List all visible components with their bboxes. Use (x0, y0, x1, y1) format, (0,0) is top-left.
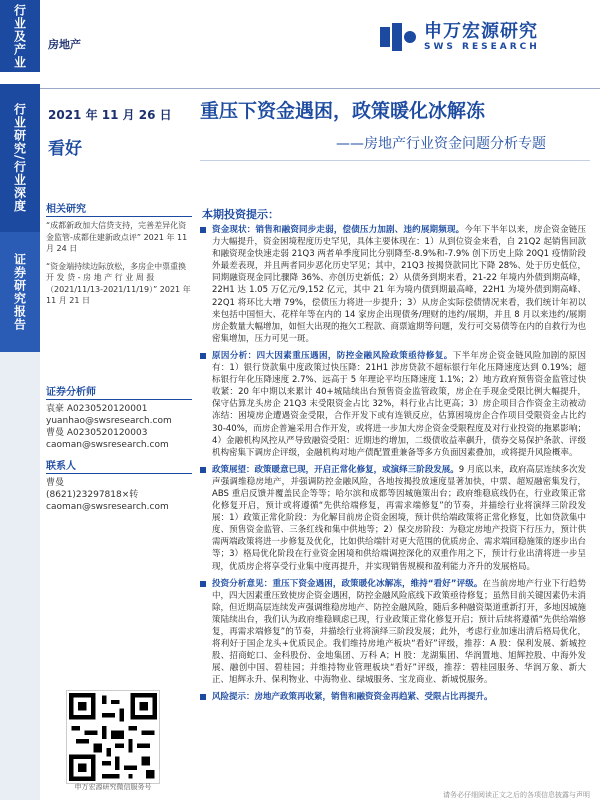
analysts-heading: 证券分析师 (46, 383, 192, 400)
industry-category: 房地产 (48, 38, 81, 51)
report-date: 2021 年 11 月 26 日 (48, 108, 172, 122)
summary-heading: 本期投资提示： (202, 208, 279, 221)
contact-email[interactable]: caoman@swsresearch.com (46, 501, 169, 512)
contact-phone: (8621)23297818×转 (46, 489, 139, 500)
logo-mark-icon (380, 23, 418, 51)
sidebar-research-report: 证券研究报告 (0, 232, 40, 352)
bullet-square-icon (200, 581, 206, 587)
contact-name: 曹曼 (46, 477, 65, 488)
analyst-line: 袁豪 A0230520120001 (46, 403, 148, 414)
analyst-line: 曹曼 A0230520120003 (46, 427, 148, 438)
bullet-text: 9 月底以来，政府高层连续多次发声强调维稳房地产，并强调防控金融风险，各地按揭投放速度显著加快，中票、超短融密集发行，ABS 重启反馈并覆盖民企等等；哈尔滨和成都等因城施策出台；政府维稳底线仍在，行业政策正常化修复开启，预计或将遵循“先供给端修复，再需求端修复”的节奏，并描绘行业将演绎三阶段发展：1）政策正常化阶段：为化解目前房企资金困境，预计供给端政策将正常化修复，比如贷款集中度、预售资金监管、三条红线和集中供地等；2）保交房阶段：为稳定房地产投资下行压力，预计供需两端政策将进一步修复及优化，比如供给端针对更大范围的优质房企、需求端回稳施策的逐步出台等；3）格局优化阶段在行业资金困境和供给端调控深化的双重作用之下，预计行业出清将进一步呈现，优质房企将享受行业集中度再提升，并实现销售规模和盈利能力齐升的发展格局。 (212, 464, 587, 572)
summary-bullet (200, 224, 586, 345)
summary-bullet (200, 691, 586, 703)
bullet-text: 下半年房企资金链风险加剧的原因有：1）银行贷款集中度政策过快压降：21H1 涉房贷款不超标银行年化压降速度达到 0.19%；超标银行年化压降速度 2.7%、远高于 5 年理论平均压降速度 1.1%；2）地方政府预售资金监管过快收紧：20 年中期以来累计 40+城陆续出台预售资金监管政策，房企在手现金受限比例大幅提升，保守估算龙头房企 21Q3 末受限资金占比 32%，料行业占比更高；3）房企项目合作资金主动被动冻结：困境房企遭遇资金受限，合作开发下或有连锁反应，估算困境房企合作项目受限资金占比约 30-40%，而房企普遍采用合作开发，或将进一步加大房企资金受限程度及对行业投资的拖累影响；4）金融机构风控从严导致融资受阻：近期违约增加，二级债收益率飙升，债券交易保护条款、评级机构密集下调房企评级，金融机构对地产债配置重兼备等多方负面因素叠加，或将提升风险概率。 (212, 350, 586, 458)
bullet-text: 今年下半年以来，房企资金链压力大幅提升，资金困境程度历史罕见，具体主要体现在：1）从到位资金来看，自 21Q2 起销售回款和融资现金快速走弱 21Q3 两者单季度同比分别降至-8.9%和-7.9% 创下历史上除 20Q1 疫情阶段外最差表现，并且两者同步恶化历史罕见；其中，21Q3 按揭贷款同比下降 28%、处于历史低位，同期融资现金同比骤降 36%、亦创历史新低；2）从债务到期来看，21-22 年境内外债到期高峰，22H1 达 1.05 万亿元/9,152 亿元，其中 21 年为境内债到期最高峰，22H1 为境外债到期高峰、22Q1 将环比大增 79%，偿债压力将进一步提升；3）从房企实际偿债情况来看，我们统计年初以来包括中国恒大、花样年等在内的 14 家房企出现债务/理财的违约/展期，并且 8 月以来违约/展期房企数量大幅增加，如恒大出现的拖欠工程款、商票逾期等问题，发行可交易债等在内的自救行为也密集增加，压力可见一斑。 (212, 225, 587, 344)
sidebar-report-type: 行业研究/行业深度 (0, 84, 40, 232)
bullet-square-icon (200, 467, 206, 473)
related-research-item[interactable]: “资金端持续边际放松，多房企中票重换 开 发 贷 - 房 地 产 行 业 周 报 （2021/11/13-2021/11/19）” 2021 年 11 月 21 日 (46, 261, 191, 305)
contact-heading: 联系人 (46, 457, 192, 474)
bullet-lead: 风险提示：房地产政策再收紧，销售和融资资金再趋紧、受限占比再提升。 (212, 692, 493, 703)
sidebar (0, 0, 40, 800)
footer-disclaimer: 请务必仔细阅读正文之后的各项信息披露与声明 (443, 791, 590, 799)
related-research-item[interactable]: “成都新政加大信贷支持，完善差异化资金监管-成都住建新政点评” 2021 年 11 月 24 日 (46, 221, 188, 253)
summary-bullet (200, 350, 586, 459)
header-divider (40, 88, 600, 89)
bullet-square-icon (200, 694, 206, 700)
bullet-square-icon (200, 227, 206, 233)
sidebar-industry-tag: 行业及产业 (0, 0, 40, 72)
left-column (46, 200, 192, 513)
bullet-lead: 投资分析意见：重压下资金遇困，政策暖化冰解冻，维持“看好”评级。 (212, 578, 483, 589)
analyst-email[interactable]: caoman@swsresearch.com (46, 439, 169, 450)
report-title: 重压下资金遇困，政策暖化冰解冻 (200, 100, 486, 122)
bullet-lead: 资金现状：销售和融资同步走弱，偿债压力加剧、违约展期频现。 (212, 225, 465, 235)
bullet-lead: 政策展望：政策暖意已现，开启正常化修复，或演绎三阶段发展。 (212, 464, 459, 475)
analyst-email[interactable]: yuanhao@swsresearch.com (46, 415, 172, 426)
report-subtitle: ——房地产行业资金问题分析专题 (336, 136, 546, 152)
qr-caption: 申万宏源研究微信服务号 (74, 783, 152, 791)
title-divider (200, 160, 590, 161)
company-logo (380, 22, 540, 52)
qr-code-icon (66, 690, 160, 784)
summary-body (200, 224, 586, 709)
bullet-square-icon (200, 353, 206, 359)
sidebar-filler (0, 352, 40, 800)
summary-bullet (200, 464, 586, 573)
logo-text-en: SWS RESEARCH (424, 42, 540, 52)
logo-text-cn: 申万宏源研究 (424, 21, 538, 42)
bullet-text: 在当前房地产行业下行趋势中，四大因素重压致使房企资金遇困，防控金融风险底线下政策亟待修复；虽然目前关键因素仍未消除，但近期高层连续发声强调维稳房地产、防控金融风险，随后多种融资渠道重新打开，多地因城施策陆续出台，我们认为政府维稳顾虑已现，行业政策正常化修复开启；预计后续将遵循“先供给端修复，再需求端修复”的节奏，并描绘行业将演绎三阶段发展；此外，考虑行业加速出清后格局优化，将利好于国企龙头+优质民企。我们维持房地产板块“看好”评级，推荐：A 股：保利发展、新城控股、招商蛇口、金科股份、金地集团、万科 A；H 股：龙湖集团、华润置地、旭辉控股、中海外发展、融创中国、碧桂园；并维持物业管理板块“看好”评级，推荐：碧桂园服务、华润万象、新大正、旭辉永升、保利物业、中海物业、绿城服务、宝龙商业、新城悦服务。 (212, 578, 587, 686)
industry-rating: 看好 (48, 139, 82, 159)
summary-bullet (200, 578, 586, 687)
related-research-heading: 相关研究 (46, 200, 192, 217)
bullet-lead: 原因分析：四大因素重压遇困，防控金融风险政策亟待修复。 (212, 350, 453, 361)
